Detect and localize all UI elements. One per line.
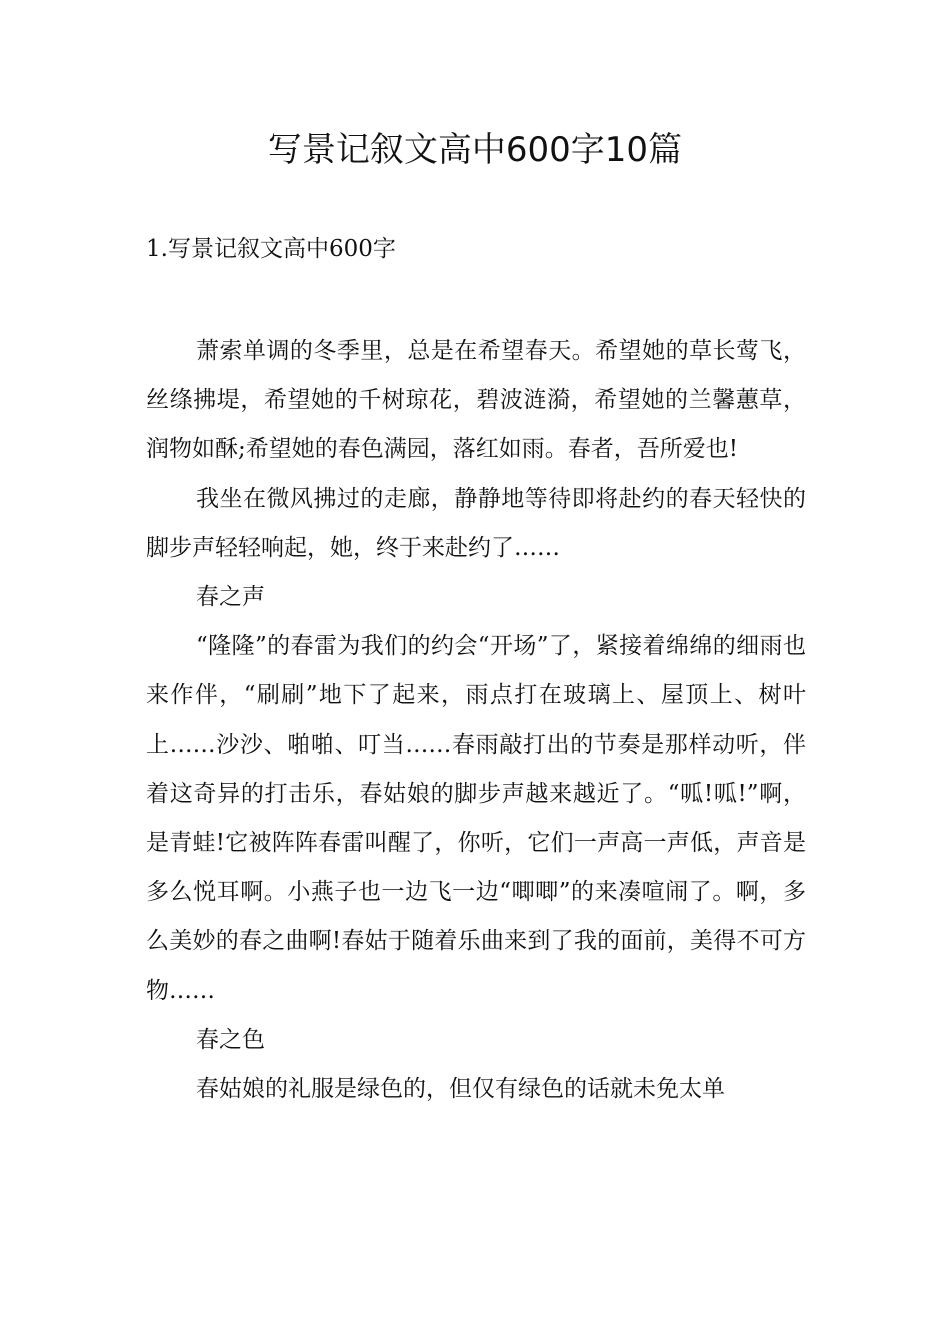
paragraph-waiting: 我坐在微风拂过的走廊，静静地等待即将赴约的春天轻快的脚步声轻轻响起，她，终于来赴约了…… — [146, 485, 806, 561]
section-heading: 1.写景记叙文高中600字 — [146, 236, 396, 262]
paragraph-spring-sound: “隆隆”的春雷为我们的约会“开场”了，紧接着绵绵的细雨也来作伴，“刷刷”地下了起来，雨点打在玻璃上、屋顶上、树叶上……沙沙、啪啪、叮当……春雨敲打出的节奏是那样动听，伴着这奇异的打击乐，春姑娘的脚步声越来越近了。“呱!呱!”啊，是青蛙!它被阵阵春雷叫醒了，你听，它们一声高一声低，声音是多么悦耳啊。小燕子也一边飞一边“唧唧”的来凑喧闹了。啊，多么美妙的春之曲啊!春姑于随着乐曲来到了我的面前，美得不可方物…… — [146, 633, 806, 1004]
subheading-spring-color: 春之色 — [196, 1026, 265, 1053]
document-title: 写景记叙文高中600字10篇 — [267, 130, 683, 170]
paragraph-intro: 萧索单调的冬季里，总是在希望春天。希望她的草长莺飞，丝绦拂堤，希望她的千树琼花，碧波涟漪，希望她的兰馨蕙草，润物如酥;希望她的春色满园，落红如雨。春者，吾所爱也! — [146, 338, 806, 463]
subheading-spring-sound: 春之声 — [196, 584, 265, 611]
paragraph-spring-color: 春姑娘的礼服是绿色的，但仅有绿色的话就未免太单 — [196, 1076, 725, 1103]
document-body — [146, 327, 806, 1114]
